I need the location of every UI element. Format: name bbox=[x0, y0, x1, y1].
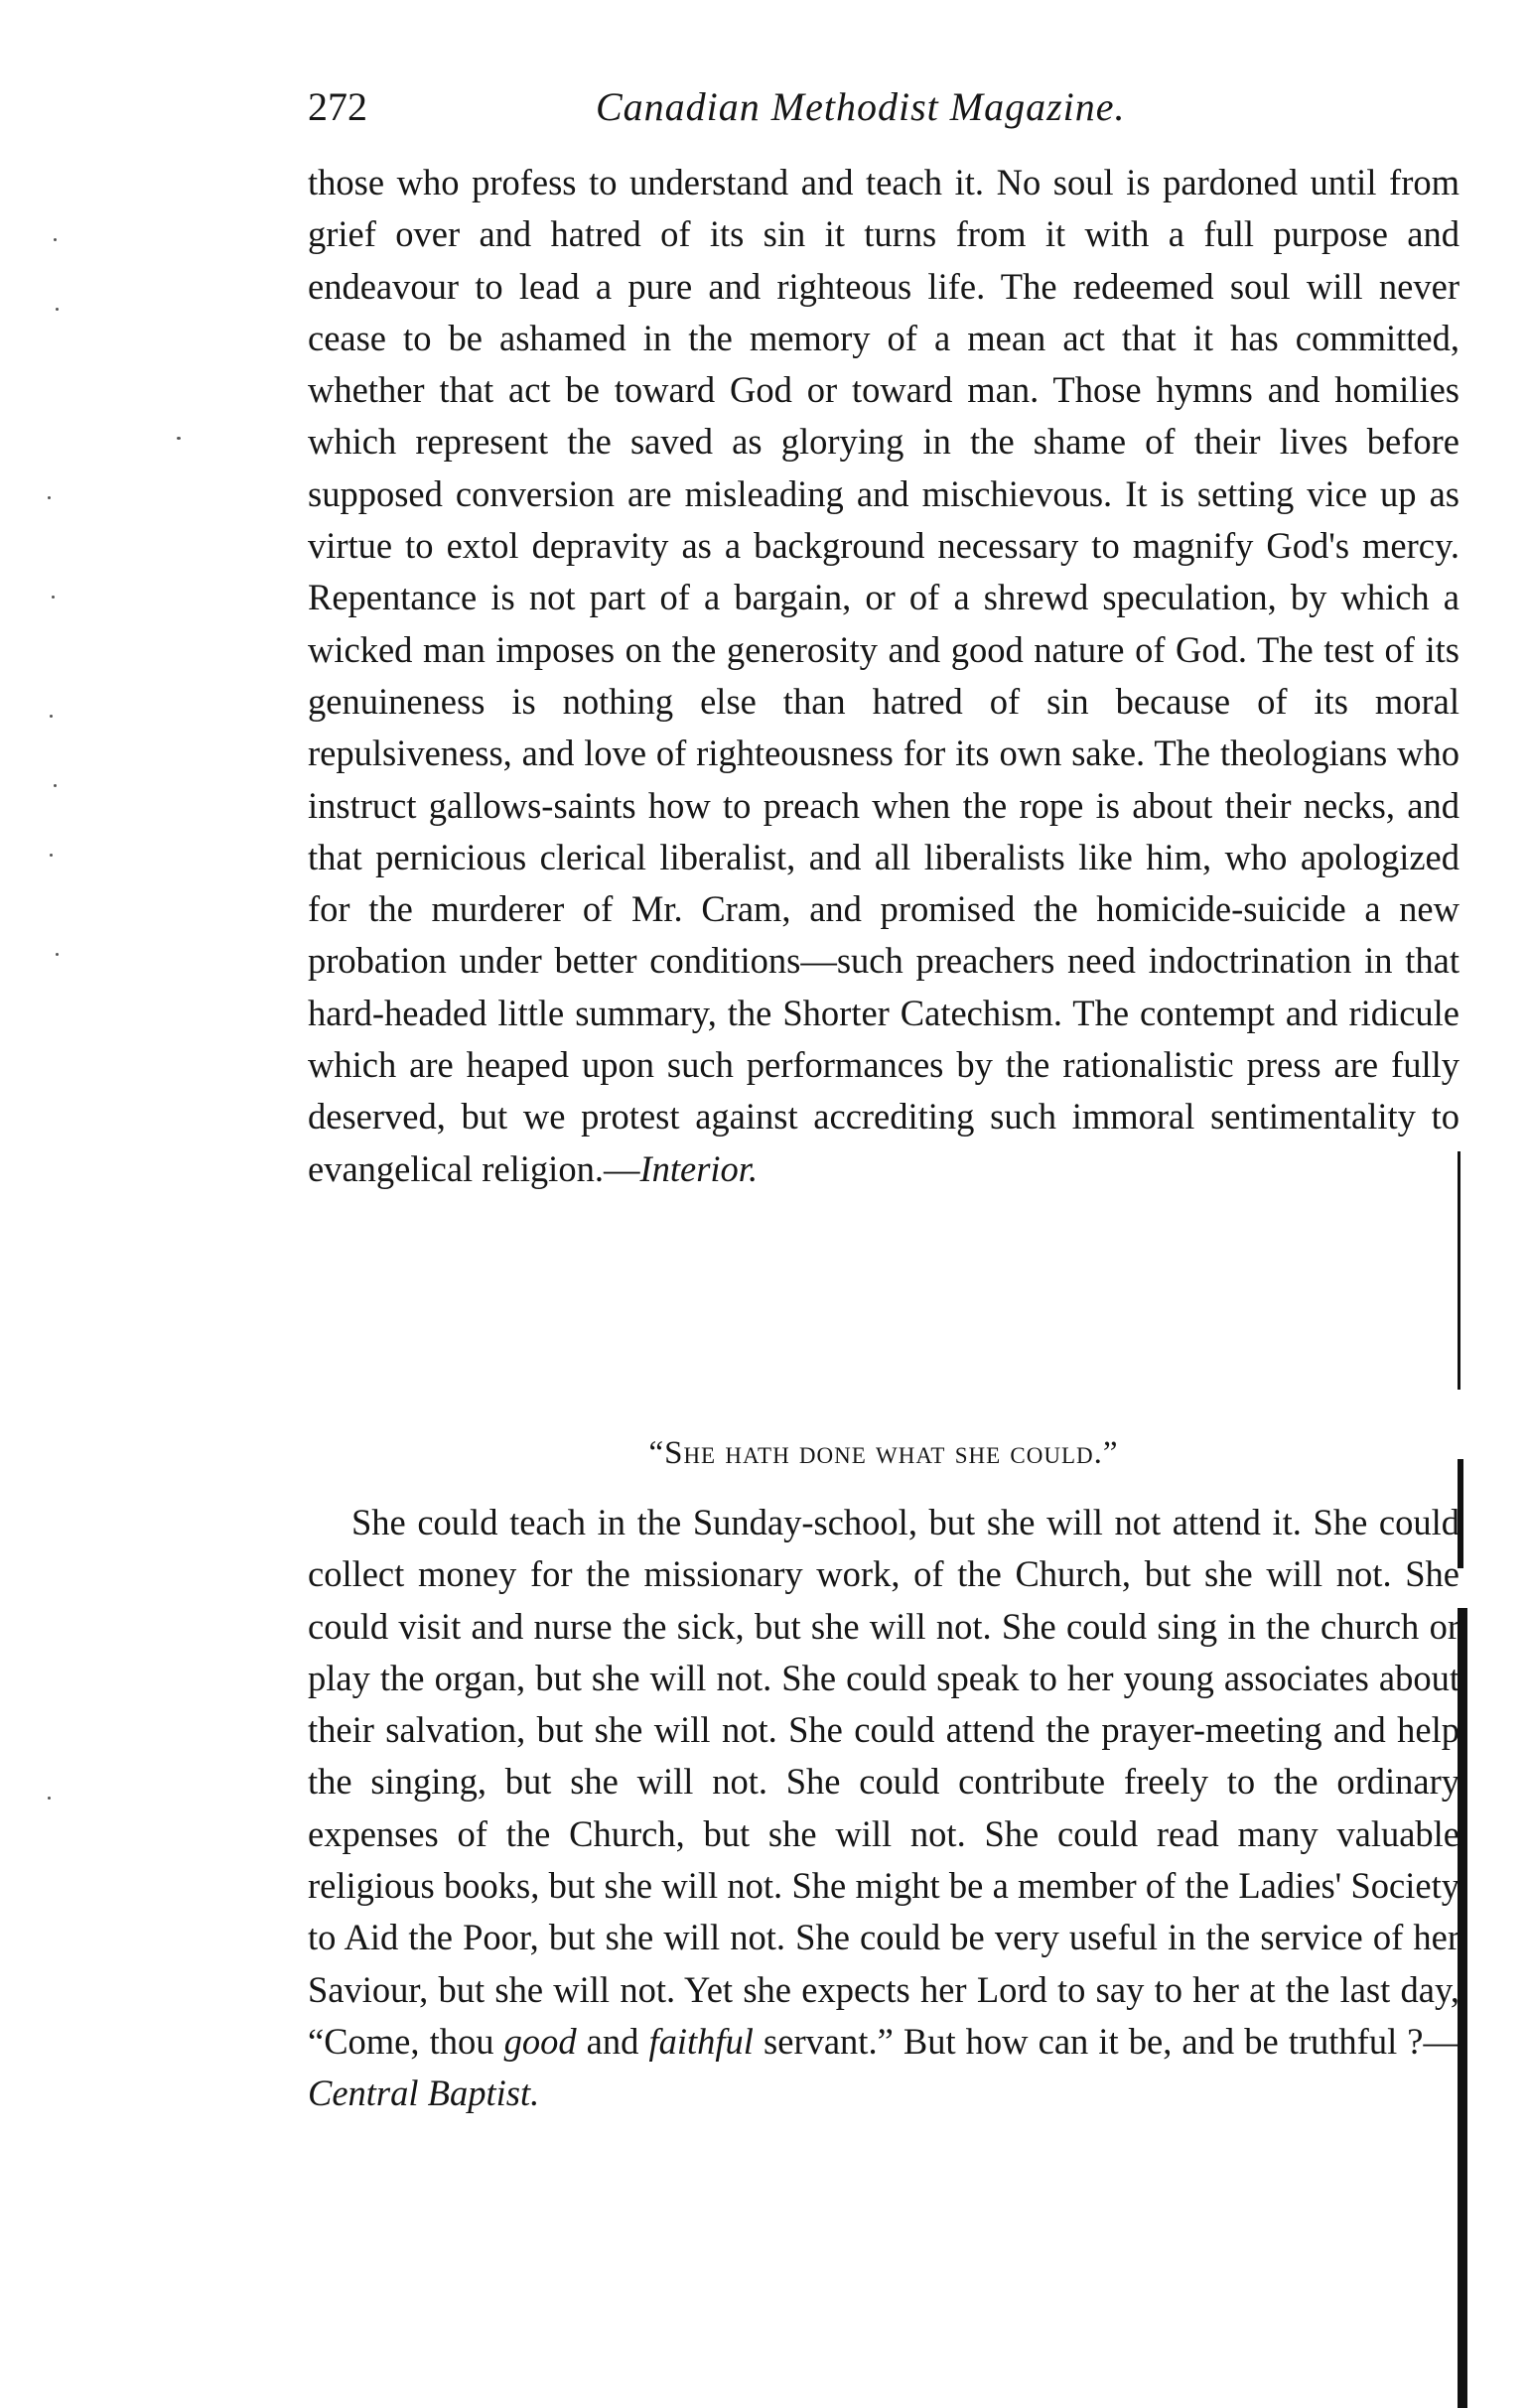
emphasis-good: good bbox=[503, 2020, 577, 2062]
article-paragraph-second bbox=[308, 1497, 1460, 2120]
scan-edge-shadow bbox=[1458, 1151, 1460, 1390]
article-body-second bbox=[308, 1497, 1460, 2120]
article-paragraph bbox=[308, 157, 1460, 1195]
margin-specks bbox=[30, 199, 70, 1886]
speck bbox=[52, 596, 55, 599]
speck bbox=[54, 784, 57, 787]
section-heading: “She hath done what she could.” bbox=[648, 1435, 1119, 1471]
running-head bbox=[308, 77, 1469, 137]
magazine-title: Canadian Methodist Magazine. bbox=[596, 84, 1126, 129]
emphasis-faithful: faithful bbox=[648, 2020, 754, 2062]
article-body bbox=[308, 157, 1460, 1195]
speck bbox=[50, 715, 53, 718]
article-text-second: She could teach in the Sunday-school, but she will not attend it. She could collect money for the missionary work, of the Church, but she will not. She could visit and nurse the sick, but she will not. She could sing in the church or play the organ, but she will not. She could speak to her young associates about their salvation, but she will not. She could attend the prayer-meeting and help the singing, but she will not. She could contribute freely to the ordinary expenses of the Church, but she will not. She could read many valuable religious books, but she will not. She might be a member of the Ladies' Society to Aid the Poor, but she will not. She could be very useful in the service of her Saviour, but she will not. Yet she expects her Lord to say to her at the last day, “Come, thou bbox=[308, 1502, 1460, 2062]
page-number: 272 bbox=[308, 84, 367, 129]
speck bbox=[177, 437, 181, 440]
article-text: those who profess to understand and teach it. No soul is pardoned until from grief over and hatred of its sin it turns from it with a full purpose and endeavour to lead a pure and righteous life. The redeemed soul will never cease to be ashamed in the memory of a mean act that it has committed, whether that act be toward God or toward man. Those hymns and homilies which represent the saved as glorying in the shame of their lives before supposed conversion are misleading and mischievous. It is setting vice up as virtue to extol depravity as a background necessary to magnify God's mercy. Repentance is not part of a bargain, or of a shrewd speculation, by which a wicked man imposes on the generosity and good nature of God. The test of its genuineness is nothing else than hatred of sin because of its moral repulsiveness, and love of righteousness for its own sake. The theologians who instruct gallows-saints how to preach when the rope is about their necks, and that pernicious clerical liberalist, and all liberalists like him, who apologized for the murderer of Mr. Cram, and promised the homicide-suicide a new probation under better conditions—such preachers need indoctrination in that hard-headed little summary, the Shorter Catechism. The contempt and ridicule which are heaped upon such performances by the rationalistic press are fully deserved, but we protest against accrediting such immoral sentimentality to evangelical religion.— bbox=[308, 162, 1460, 1189]
speck bbox=[56, 308, 59, 311]
speck bbox=[54, 238, 57, 241]
article-text-end: servant.” But how can it be, and be truthful ?— bbox=[753, 2020, 1460, 2062]
scan-edge-shadow bbox=[1458, 1608, 1467, 2408]
speck bbox=[56, 953, 59, 956]
speck bbox=[50, 854, 53, 857]
article-text-and: and bbox=[576, 2020, 649, 2062]
scan-edge-shadow bbox=[1458, 1459, 1463, 1568]
speck bbox=[48, 1797, 51, 1800]
article-source: Interior. bbox=[639, 1147, 759, 1189]
speck bbox=[48, 496, 51, 499]
article-source-second: Central Baptist. bbox=[308, 2073, 540, 2114]
